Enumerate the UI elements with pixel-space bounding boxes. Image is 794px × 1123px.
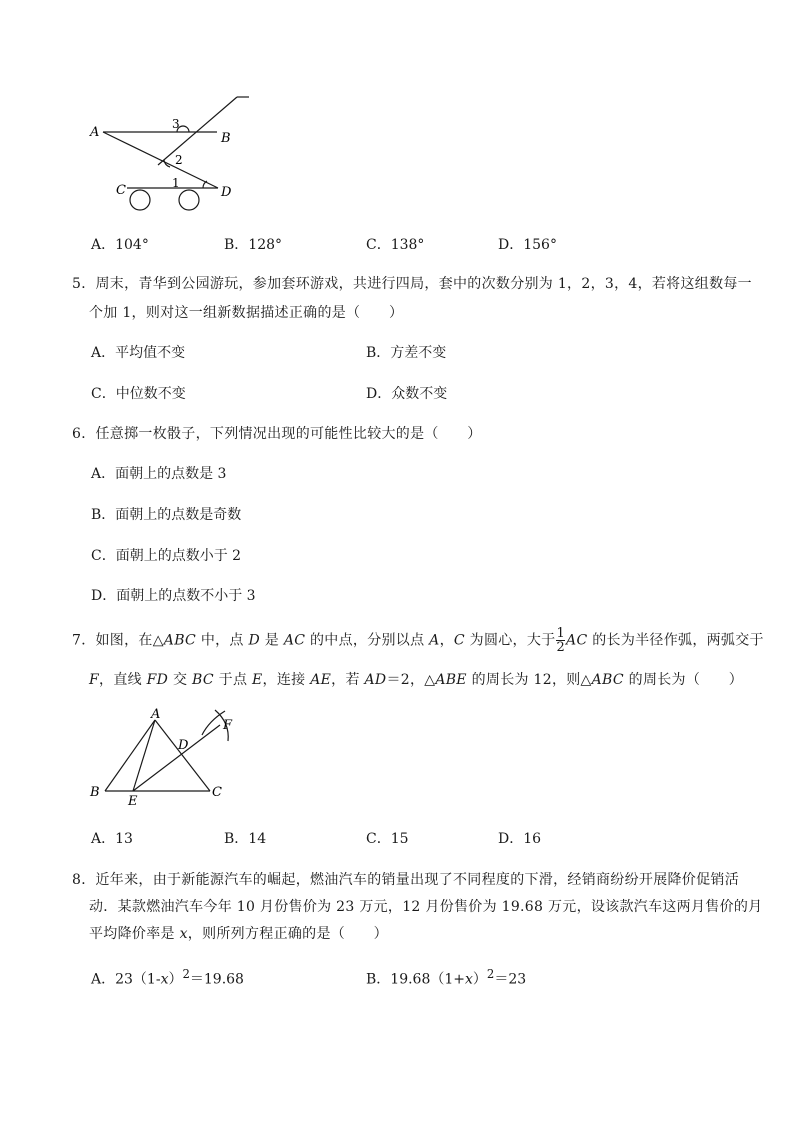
q8-stem-line1: 8．近年来，由于新能源汽车的崛起，燃油汽车的销量出现了不同程度的下滑，经销商纷纷开展降价促销活	[72, 872, 740, 888]
q5-stem-line1: 5．周末，青华到公园游玩，参加套环游戏，共进行四局，套中的次数分别为 1，2，3，4，若将这组数每一	[72, 276, 752, 292]
fig4-angle-1: 1	[172, 176, 180, 190]
fig7-label-b: B	[90, 785, 100, 800]
fig7-label-d: D	[178, 738, 189, 753]
q7-option-b: B．14	[224, 831, 267, 847]
q7-fraction-half: $\frac{1}{2}$	[556, 626, 566, 655]
q6-stem: 6．任意掷一枚骰子，下列情况出现的可能性比较大的是（ ）	[72, 426, 482, 442]
q6-option-c: C．面朝上的点数小于 2	[91, 548, 242, 564]
fig7-label-e: E	[128, 794, 138, 809]
q4-option-c: C．138°	[366, 237, 425, 253]
fig4-angle-2: 2	[175, 153, 183, 167]
fig4-label-a: A	[90, 125, 100, 140]
fig7-label-a: A	[151, 707, 161, 722]
q8-stem-line3: 平均降价率是 x，则所列方程正确的是（ ）	[89, 926, 388, 942]
q7-option-c: C．15	[366, 831, 409, 847]
q7-stem-line1: 7．如图，在△ABC 中，点 D 是 AC 的中点，分别以点 A，C 为圆心，大于 $\frac{1}{2}$ AC 的长为半径作弧，两弧交于	[72, 626, 764, 655]
q7-option-a: A．13	[91, 831, 133, 847]
q8-option-a: A．$23(1-x)^2=19.68$	[91, 967, 244, 988]
q7-option-d: D．16	[498, 831, 542, 847]
q5-option-d: D．众数不变	[366, 386, 448, 402]
q5-option-c: C．中位数不变	[91, 386, 186, 402]
q6-option-d: D．面朝上的点数不小于 3	[91, 588, 256, 604]
fig4-angle-3: 3	[172, 117, 180, 131]
q7-stem-line2: F，直线 FD 交 BC 于点 E，连接 AE，若 AD＝2，△ABE 的周长为 12，则△ABC 的周长为（ ）	[89, 672, 744, 688]
fig4-label-d: D	[221, 185, 232, 200]
q5-option-b: B．方差不变	[366, 345, 447, 361]
q4-option-b: B．128°	[224, 237, 283, 253]
q4-option-d: D．156°	[498, 237, 557, 253]
fig4-label-c: C	[116, 183, 126, 198]
q5-option-a: A．平均值不变	[91, 345, 186, 361]
q8-stem-line2: 动．某款燃油汽车今年 10 月份售价为 23 万元，12 月份售价为 19.68 万元，设该款汽车这两月售价的月	[89, 899, 763, 915]
fig7-label-f: F	[223, 718, 233, 733]
q6-option-b: B．面朝上的点数是奇数	[91, 507, 242, 523]
fig7-label-c: C	[212, 785, 222, 800]
q7-figure	[85, 705, 250, 810]
q4-figure	[85, 92, 250, 214]
q4-option-a: A．104°	[91, 237, 149, 253]
q8-option-b: B．$19.68(1+x)^2=23$	[366, 967, 527, 988]
q6-option-a: A．面朝上的点数是 3	[91, 466, 227, 482]
q5-stem-line2: 个加 1，则对这一组新数据描述正确的是（ ）	[89, 305, 404, 321]
fig4-label-b: B	[221, 131, 231, 146]
